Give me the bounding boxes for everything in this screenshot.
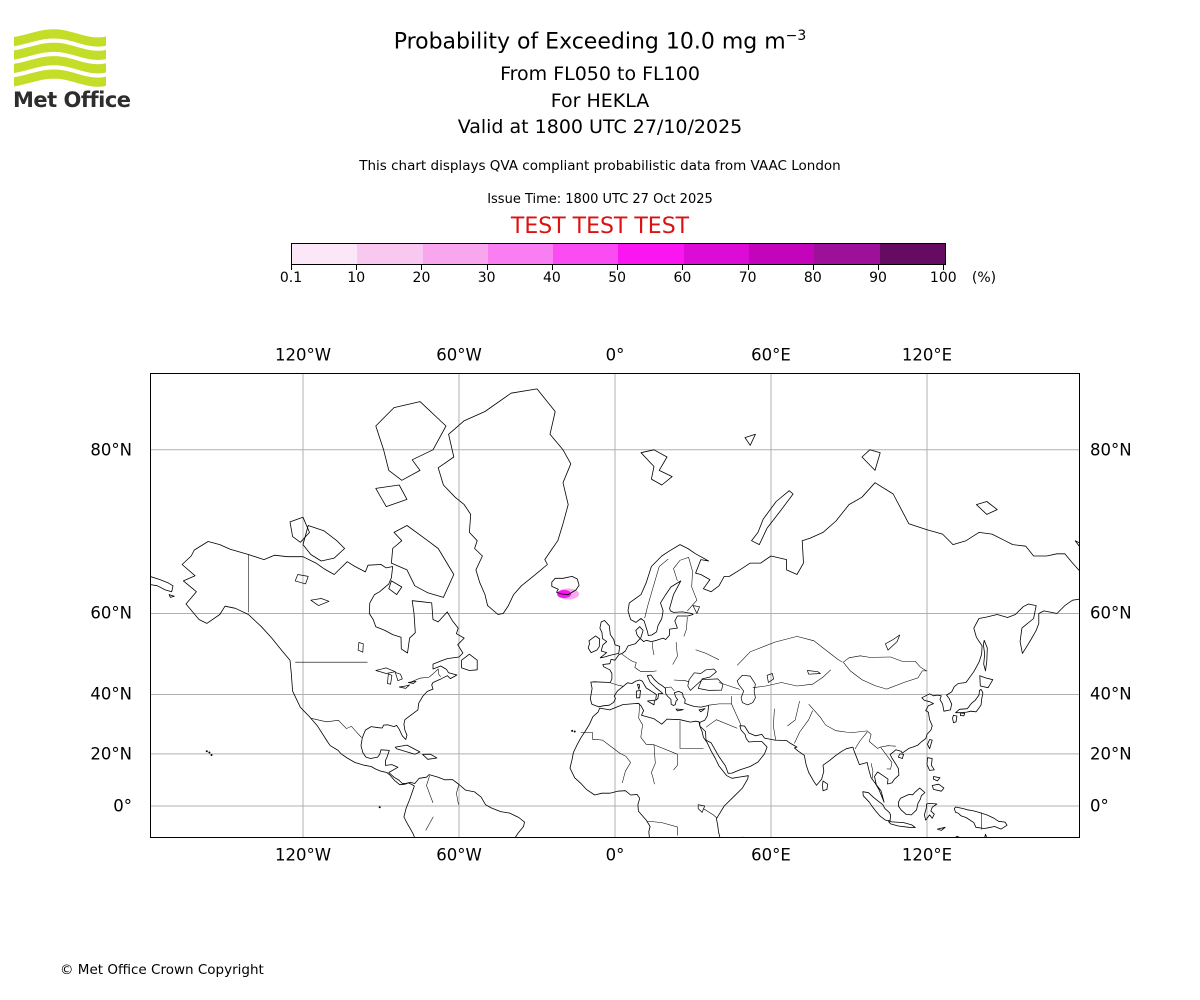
lake-outline [807,671,820,675]
lake-outline [688,669,723,690]
country-border [652,642,654,655]
small-island-dot [211,754,213,756]
country-border [635,668,657,672]
x-axis-tick-label-bottom: 60°E [751,845,791,865]
country-border [737,636,842,665]
issue-time: Issue Time: 1800 UTC 27 Oct 2025 [487,192,713,207]
coastline [953,836,969,838]
lake-outline [737,675,755,705]
y-axis-tick-label-right: 40°N [1090,684,1132,704]
coastline [395,745,420,754]
coastline [699,709,705,712]
coastline [376,402,446,481]
country-border [684,617,687,636]
colorbar-segment-3 [423,244,488,264]
country-border [427,776,434,803]
lake-outline [885,635,899,650]
x-axis-tick-label-top: 120°E [901,345,953,365]
colorbar-segment-10 [880,244,945,264]
country-border [639,704,678,770]
colorbar-segment-5 [553,244,618,264]
coastline [960,713,964,716]
coastline [423,754,437,759]
country-border [651,745,655,773]
chart-title [0,28,1200,54]
lake-outline [693,606,700,614]
country-border [426,817,434,831]
x-axis-tick-label-top: 60°W [436,345,482,365]
coastline [927,758,934,771]
y-axis-tick-label-left: 80°N [90,440,132,460]
y-axis-tick-label-left: 40°N [90,684,132,704]
coastline [862,450,880,471]
country-border [674,680,689,682]
coastline [182,542,524,839]
x-axis-tick-label-bottom: 120°E [901,845,953,865]
colorbar-segment-7 [684,244,749,264]
colorbar-segment-1 [292,244,357,264]
map-gridlines [150,373,1080,838]
country-border [581,732,631,771]
colorbar-tick-label: 10 [347,270,366,286]
coastline [928,740,933,749]
country-border [871,763,873,778]
country-border [881,747,892,769]
colorbar-tick-label: 80 [803,270,822,286]
country-border [622,654,637,668]
small-island-dot [208,752,210,754]
colorbar-tick-label: 70 [738,270,757,286]
coastline [745,434,755,445]
subtitle-flight-levels: From FL050 to FL100 [500,63,700,85]
y-axis-tick-label-left: 0° [113,796,132,816]
x-axis-tick-label-top: 60°E [751,345,791,365]
coastline [752,491,794,545]
country-border [696,650,719,660]
coastline [389,581,402,595]
country-border [409,669,441,683]
country-border [651,773,654,785]
colorbar-tick-label: 90 [869,270,887,286]
colorbar-segment-6 [618,244,683,264]
y-axis-tick-label-right: 0° [1090,796,1109,816]
small-island-dot [571,730,573,732]
lake-outline [295,575,308,584]
country-border [732,696,742,726]
coastline [934,777,941,781]
coastline [889,822,916,828]
coastline [954,807,1007,829]
lake-outline [311,599,329,606]
lake-outline [395,672,402,680]
x-axis-tick-label-top: 0° [605,345,625,365]
country-border [645,559,669,618]
coastline [953,715,957,723]
colorbar-segment-9 [814,244,879,264]
small-island-dot [574,731,576,733]
coastline [641,450,672,485]
coastline [648,700,655,705]
country-border [622,771,625,783]
colorbar-tick-label: 0.1 [279,270,303,286]
coastline [376,485,407,507]
lake-outline [399,685,409,689]
coastline [588,636,600,653]
coastline [1075,541,1080,547]
y-axis-tick-label-right: 60°N [1090,603,1132,623]
colorbar-segment-2 [357,244,422,264]
coastline [932,784,944,791]
country-border [674,557,697,611]
coastline [983,640,987,671]
coastline [898,788,925,815]
lake-outline [376,668,396,674]
colorbar-tick-label: 40 [542,270,561,286]
lake-outline [767,674,774,683]
colorbar-segment-8 [749,244,814,264]
small-island-dot [379,806,381,808]
colorbar-tick-label: 20 [412,270,431,286]
chart-title-text: Probability of Exceeding 10.0 mg m [393,29,786,55]
coastline [976,502,997,515]
country-border [809,704,896,748]
country-border [706,720,737,729]
small-island-dot [206,750,208,752]
y-axis-tick-label-left: 20°N [90,744,132,764]
country-border [610,683,623,687]
y-axis-tick-label-left: 60°N [90,603,132,623]
coastline [984,834,987,838]
country-border [703,809,717,818]
coastline [937,827,945,830]
y-axis-tick-label-right: 20°N [1090,744,1132,764]
world-map [150,373,1080,838]
country-border [787,701,799,726]
x-axis-tick-label-bottom: 60°W [436,845,482,865]
copyright-notice: © Met Office Crown Copyright [60,962,264,978]
coastline [823,781,828,791]
coastline [438,389,571,615]
coastline [742,837,745,838]
coastline [290,517,310,542]
colorbar-unit-label: (%) [971,270,997,286]
colorbar-tick-label: 60 [673,270,692,286]
coastline [570,703,748,838]
country-border [843,656,926,689]
subtitle-volcano: For HEKLA [550,90,650,112]
country-border [648,821,678,835]
coastline [898,754,903,759]
colorbar-segment-4 [488,244,553,264]
colorbar-tick-label: 50 [608,270,627,286]
x-axis-tick-label-bottom: 120°W [274,845,332,865]
coastline [600,621,620,658]
coastline [956,689,983,712]
coastline [169,595,174,598]
y-axis-tick-label-right: 80°N [1090,440,1132,460]
chart-title-exponent: −3 [785,28,807,44]
met-office-logo-text: Met Office [13,88,131,112]
subtitle-valid-time: Valid at 1800 UTC 27/10/2025 [457,116,743,138]
coastline [676,709,683,711]
country-border [773,709,775,740]
country-border [666,687,675,691]
lake-outline [358,643,363,653]
colorbar-tick-label: 30 [477,270,496,286]
coastline [462,654,478,670]
qva-compliance-note: This chart displays QVA compliant probabilistic data from VAAC London [359,158,841,174]
test-banner: TEST TEST TEST [510,214,690,239]
probability-colorbar [291,243,946,265]
x-axis-tick-label-top: 120°W [274,345,332,365]
country-border [673,642,678,664]
coastline [637,684,639,689]
country-border [709,704,732,705]
coastline [150,576,173,591]
coastline [980,676,993,688]
lake-outline [388,674,392,684]
country-border [855,732,867,749]
colorbar-tick-label: 100 [929,270,957,286]
country-border [794,711,812,744]
x-axis-tick-label-bottom: 0° [605,845,625,865]
